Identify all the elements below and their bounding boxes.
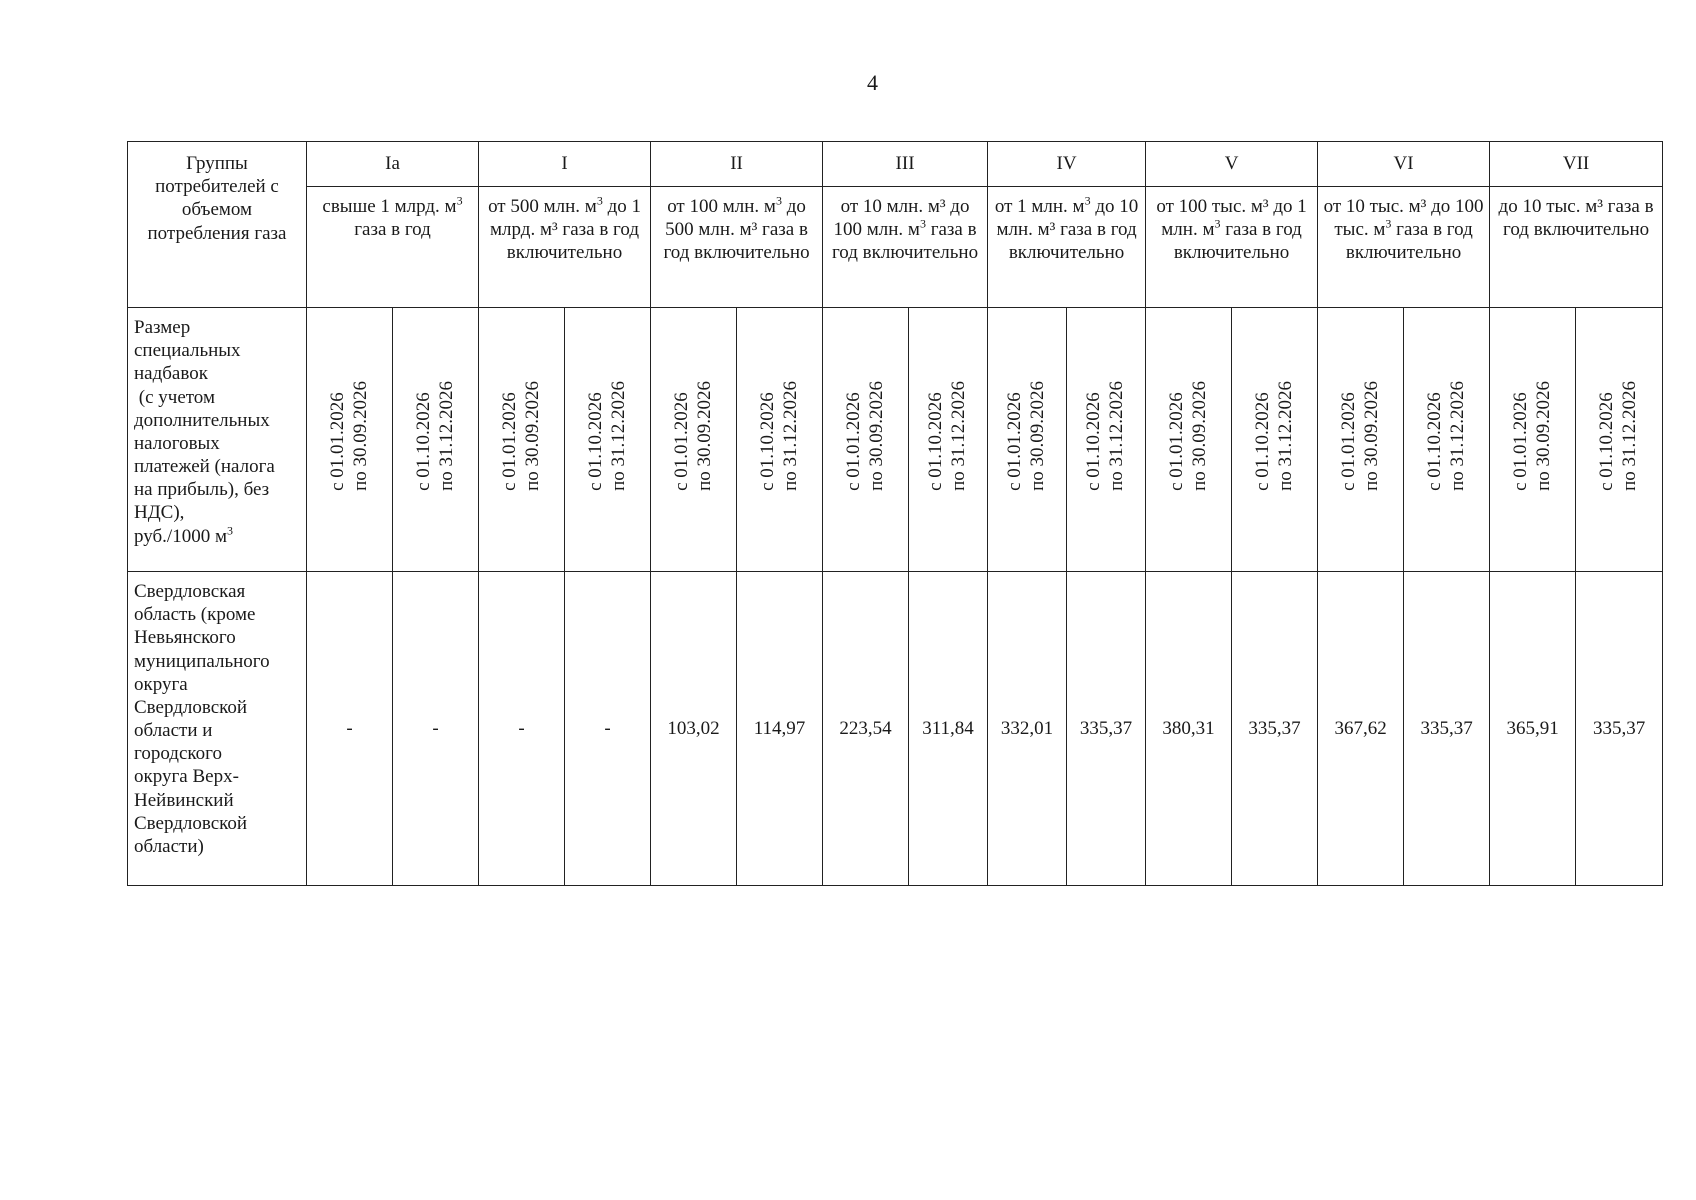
period-cell: с 01.01.2026 по 30.09.2026: [823, 308, 909, 572]
period-cell: с 01.10.2026 по 31.12.2026: [1404, 308, 1490, 572]
period-cell: с 01.01.2026 по 30.09.2026: [651, 308, 737, 572]
surcharge-value: -: [393, 572, 479, 886]
period-cell: с 01.10.2026 по 31.12.2026: [1576, 308, 1663, 572]
consumer-groups-line: потребителей с: [155, 176, 279, 198]
period-cell: с 01.10.2026 по 31.12.2026: [1067, 308, 1146, 572]
period-cell: с 01.01.2026 по 30.09.2026: [1146, 308, 1232, 572]
period-cell: с 01.01.2026 по 30.09.2026: [307, 308, 393, 572]
surcharge-value: -: [479, 572, 565, 886]
consumer-groups-line: потребления газа: [147, 222, 287, 244]
group-descriptions-row: [128, 187, 1663, 308]
surcharge-value: 311,84: [909, 572, 988, 886]
surcharge-value: 365,91: [1490, 572, 1576, 886]
surcharge-value: -: [307, 572, 393, 886]
surcharge-value: 114,97: [737, 572, 823, 886]
group-number: IV: [988, 142, 1146, 187]
group-numbers-row: [128, 142, 1663, 187]
surcharge-value: 335,37: [1232, 572, 1318, 886]
consumer-groups-line: объемом: [181, 199, 253, 221]
period-cell: с 01.01.2026 по 30.09.2026: [479, 308, 565, 572]
group-description: свыше 1 млрд. $м^3$ газа в год: [307, 187, 479, 308]
group-number: VI: [1318, 142, 1490, 187]
surcharge-value: 335,37: [1404, 572, 1490, 886]
group-number: VII: [1490, 142, 1663, 187]
group-number: V: [1146, 142, 1318, 187]
group-number: III: [823, 142, 988, 187]
surcharge-value: 103,02: [651, 572, 737, 886]
surcharge-label: Размер специальных надбавок (с учетом дополнительных налоговых платежей (налога на прибыль), без НДС), руб./1000 $м^3$: [128, 308, 307, 572]
consumer-groups-line: Группы: [186, 153, 248, 174]
surcharge-value: 223,54: [823, 572, 909, 886]
period-cell: с 01.10.2026 по 31.12.2026: [737, 308, 823, 572]
group-description: от 100 млн. $м^3$ до 500 млн. м³ газа в год включительно: [651, 187, 823, 308]
surcharge-table: [127, 141, 1663, 886]
period-cell: с 01.10.2026 по 31.12.2026: [1232, 308, 1318, 572]
region-row: [128, 572, 1663, 886]
period-cell: с 01.01.2026 по 30.09.2026: [988, 308, 1067, 572]
group-number: Ia: [307, 142, 479, 187]
group-description: от 10 млн. м³ до 100 млн. $м^3$ газа в год включительно: [823, 187, 988, 308]
surcharge-value: 380,31: [1146, 572, 1232, 886]
page-number: 4: [867, 70, 878, 95]
group-number: I: [479, 142, 651, 187]
surcharge-value: 367,62: [1318, 572, 1404, 886]
group-description: от 1 млн. $м^3$ до 10 млн. м³ газа в год включительно: [988, 187, 1146, 308]
group-description: от 500 млн. $м^3$ до 1 млрд. м³ газа в год включительно: [479, 187, 651, 308]
period-cell: с 01.10.2026 по 31.12.2026: [565, 308, 651, 572]
group-description: от 100 тыс. м³ до 1 млн. $м^3$ газа в год включительно: [1146, 187, 1318, 308]
surcharge-value: 335,37: [1067, 572, 1146, 886]
periods-row: [128, 308, 1663, 572]
surcharge-value: 335,37: [1576, 572, 1663, 886]
consumer-groups-header: [128, 142, 307, 308]
period-cell: с 01.10.2026 по 31.12.2026: [909, 308, 988, 572]
period-cell: с 01.01.2026 по 30.09.2026: [1490, 308, 1576, 572]
surcharge-unit: руб./1000 м: [134, 525, 227, 547]
surcharge-value: 332,01: [988, 572, 1067, 886]
group-number: II: [651, 142, 823, 187]
region-label: Свердловская область (кроме Невьянского муниципального округа Свердловской области и городского округа Верх- Нейвинский Свердловской области): [128, 572, 307, 886]
period-cell: с 01.01.2026 по 30.09.2026: [1318, 308, 1404, 572]
period-cell: с 01.10.2026 по 31.12.2026: [393, 308, 479, 572]
group-description: до 10 тыс. м³ газа в год включительно: [1490, 187, 1663, 308]
group-description: от 10 тыс. м³ до 100 тыс. $м^3$ газа в год включительно: [1318, 187, 1490, 308]
surcharge-value: -: [565, 572, 651, 886]
